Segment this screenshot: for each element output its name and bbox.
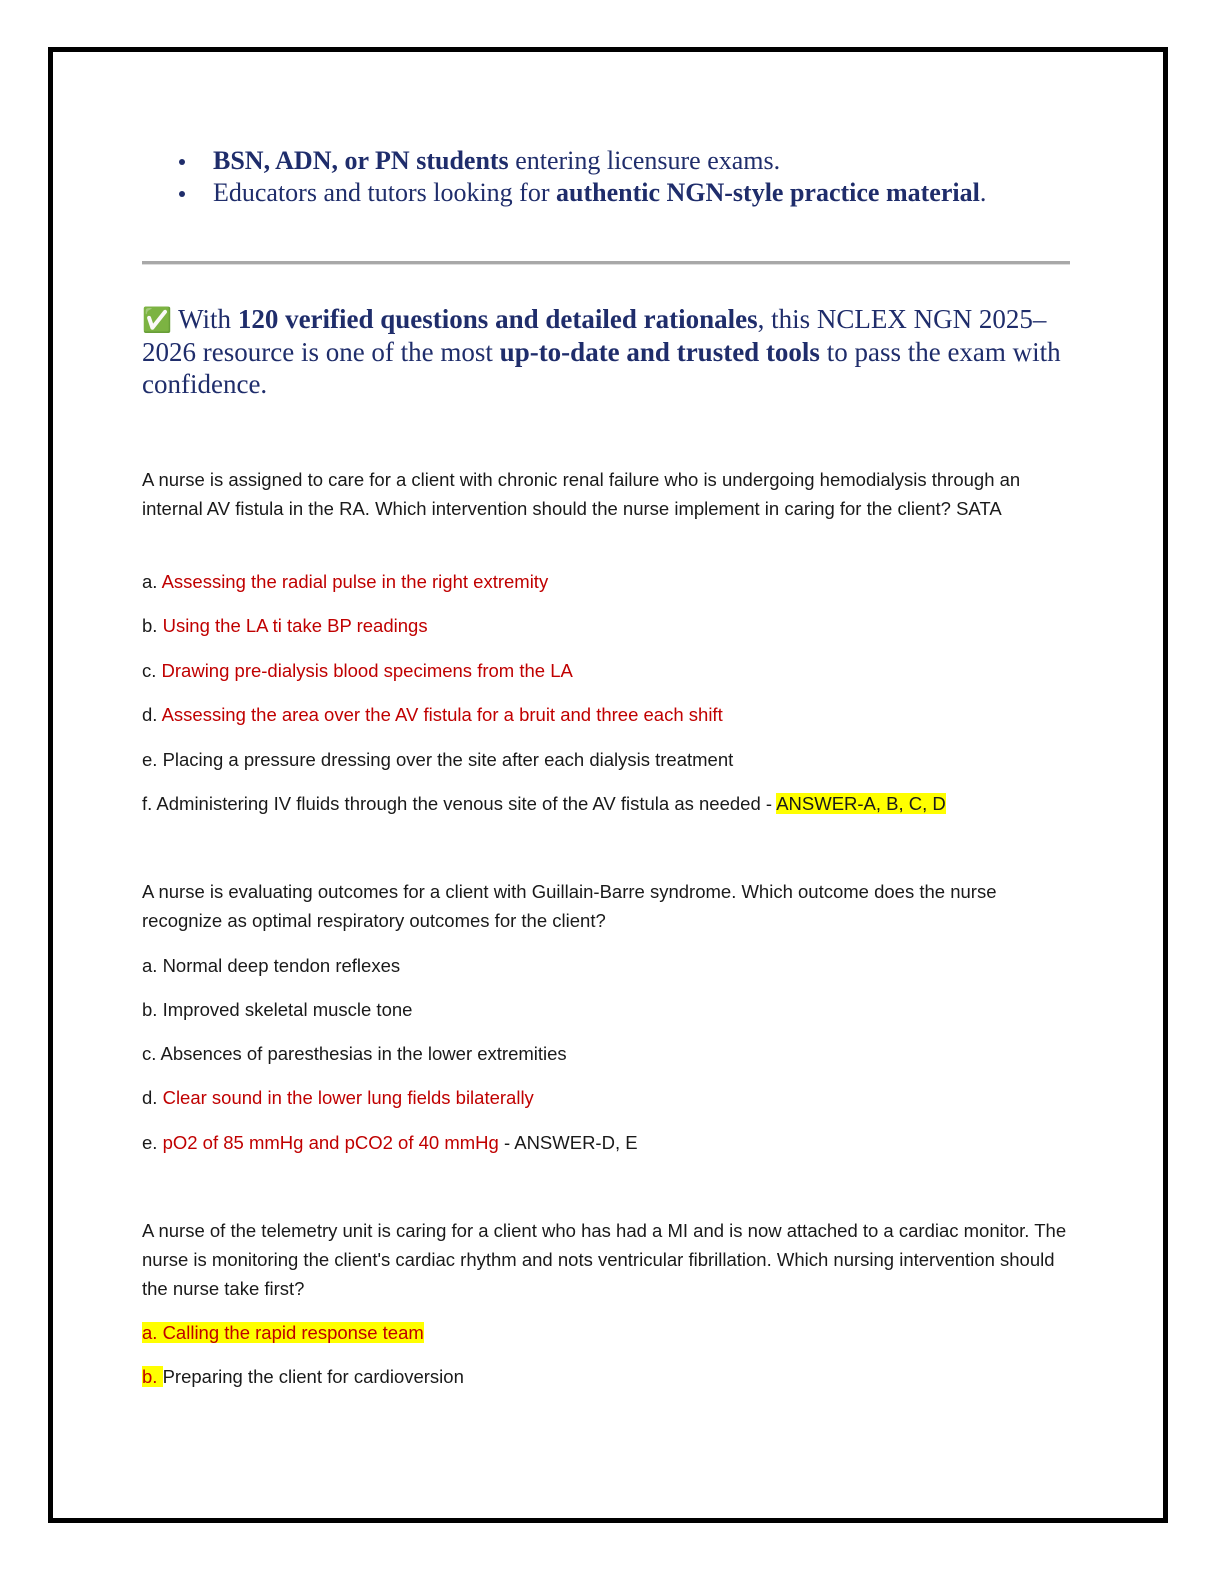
q3-option-a: a. Calling the rapid response team [142, 1322, 424, 1343]
q1-answer: ANSWER-A, B, C, D [776, 793, 946, 814]
list-item: Educators and tutors looking for authentic NGN-style practice material. [175, 177, 986, 209]
q1-option-d: d. Assessing the area over the AV fistula for a bruit and three each shift [142, 704, 723, 725]
bullet-icon [179, 159, 185, 165]
q3-option-b: b. Preparing the client for cardioversion [142, 1366, 464, 1387]
q1-option-a: a. Assessing the radial pulse in the right extremity [142, 571, 549, 592]
promo-paragraph: ✅ With 120 verified questions and detailed rationales, this NCLEX NGN 2025–2026 resource is one of the most up-to-date and trusted tools to pass the exam with confidence. [142, 304, 1061, 399]
q1-option-e: e. Placing a pressure dressing over the site after each dialysis treatment [142, 749, 734, 770]
q2-option-e: e. pO2 of 85 mmHg and pCO2 of 40 mmHg - ANSWER-D, E [142, 1132, 638, 1153]
q2-answer: - ANSWER-D, E [498, 1132, 638, 1153]
list-item: BSN, ADN, or PN students entering licensure exams. [175, 145, 986, 177]
audience-list [175, 145, 986, 209]
q1-option-b: b. Using the LA ti take BP readings [142, 615, 428, 636]
q1-option-f: f. Administering IV fluids through the venous site of the AV fistula as needed - ANSWER-A, B, C, D [142, 793, 946, 814]
q2-option-d: d. Clear sound in the lower lung fields bilaterally [142, 1087, 534, 1108]
q1-option-c: c. Drawing pre-dialysis blood specimens from the LA [142, 660, 573, 681]
divider [142, 261, 1070, 265]
q2-option-c: c. Absences of paresthesias in the lower extremities [142, 1043, 567, 1064]
question-2-text: A nurse is evaluating outcomes for a client with Guillain-Barre syndrome. Which outcome does the nurse recognize as optimal respiratory outcomes for the client? [142, 881, 997, 931]
check-icon: ✅ [142, 306, 172, 334]
q2-option-b: b. Improved skeletal muscle tone [142, 999, 413, 1020]
question-3-text: A nurse of the telemetry unit is caring for a client who has had a MI and is now attached to a cardiac monitor. The nurse is monitoring the client's cardiac rhythm and nots ventricular fibrillation. Which nursing intervention should the nurse take first? [142, 1220, 1067, 1299]
q2-option-a: a. Normal deep tendon reflexes [142, 955, 401, 976]
question-1-text: A nurse is assigned to care for a client with chronic renal failure who is undergoing hemodialysis through an internal AV fistula in the RA. Which intervention should the nurse implement in caring for the client? SATA [142, 469, 1021, 519]
bullet-icon [179, 191, 185, 197]
